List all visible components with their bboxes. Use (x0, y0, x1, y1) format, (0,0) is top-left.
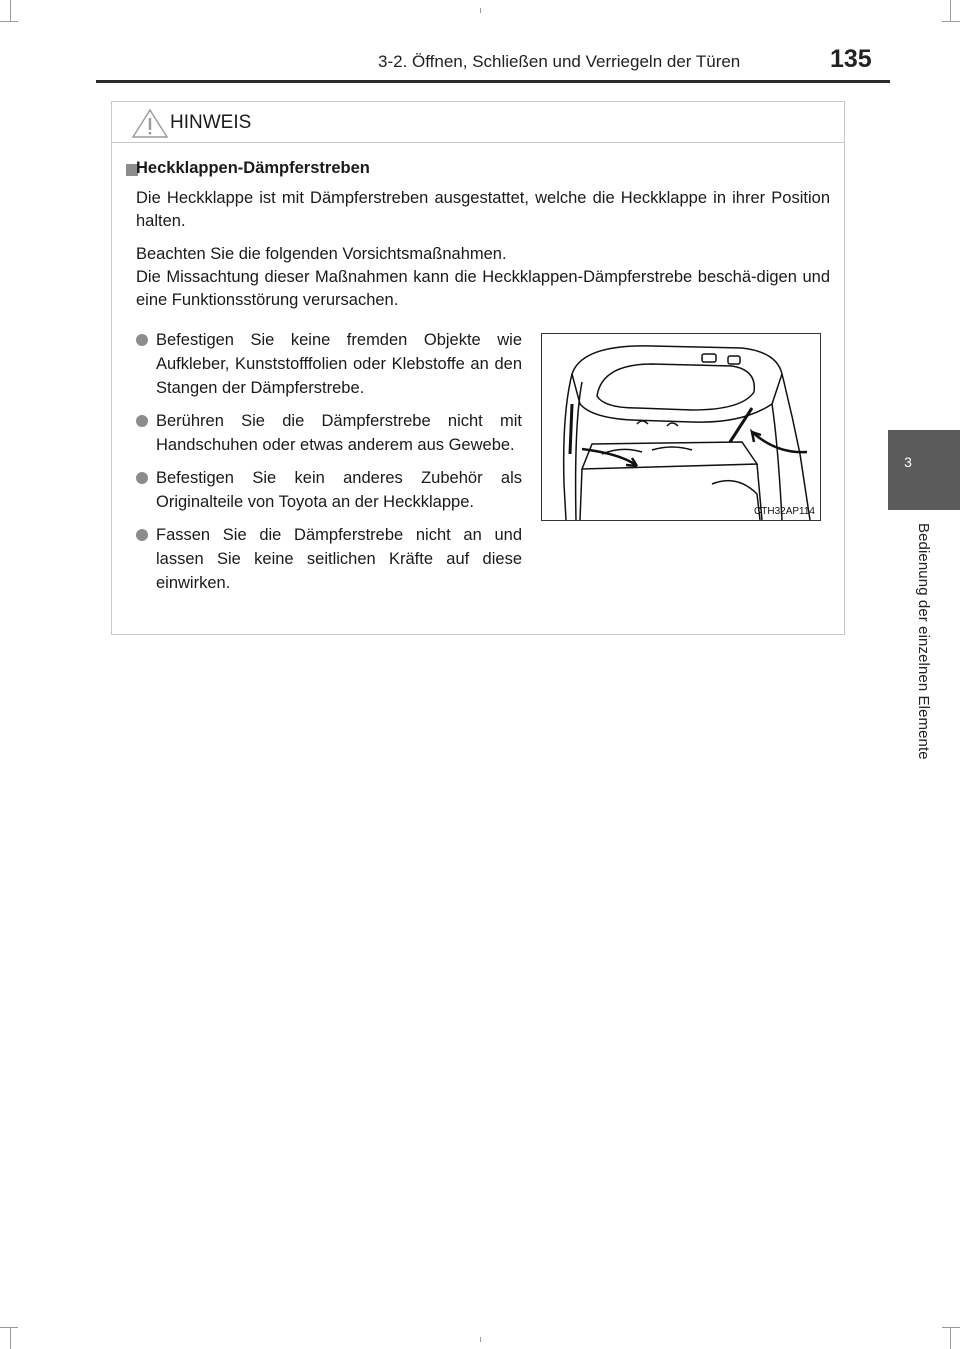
list-item-text: Befestigen Sie kein anderes Zubehör als Originalteile von Toyota an der Heckklappe. (156, 469, 522, 511)
notice-title: HINWEIS (170, 112, 252, 133)
crop-mark (950, 1327, 951, 1349)
paragraph: Die Missachtung dieser Maßnahmen kann die Heckklappen-Dämpferstrebe beschä-digen und eine Funktionsstörung verursachen. (136, 268, 830, 309)
chapter-tab (888, 430, 960, 510)
warning-triangle-icon (131, 108, 169, 139)
crop-mark (480, 1337, 481, 1342)
crop-mark (0, 1327, 18, 1328)
bullet-list (136, 328, 522, 604)
bullet-icon (136, 334, 148, 346)
list-item (136, 328, 522, 400)
bullet-icon (136, 415, 148, 427)
list-item-text: Berühren Sie die Dämpferstrebe nicht mit Handschuhen oder etwas anderem aus Gewebe. (156, 412, 522, 454)
notice-header (112, 102, 844, 143)
tailgate-drawing (542, 334, 821, 521)
chapter-title: Bedienung der einzelnen Elemente (915, 523, 932, 760)
list-item-text: Fassen Sie die Dämpferstrebe nicht an und lassen Sie keine seitlichen Kräfte auf diese einwirken. (156, 526, 522, 592)
bullet-icon (136, 529, 148, 541)
header-divider (96, 80, 890, 83)
crop-mark (950, 0, 951, 22)
crop-mark (942, 1327, 960, 1328)
bullet-icon (136, 472, 148, 484)
section-header-title: 3-2. Öffnen, Schließen und Verriegeln der Türen (378, 52, 741, 71)
tailgate-strut-illustration (541, 333, 821, 521)
illustration-code: CTH32AP114 (754, 506, 815, 517)
paragraph: Beachten Sie die folgenden Vorsichtsmaßnahmen. (136, 245, 507, 263)
crop-mark (10, 0, 11, 22)
crop-mark (0, 21, 18, 22)
section-title: Heckklappen-Dämpferstreben (136, 159, 370, 177)
page-number: 135 (830, 45, 872, 73)
list-item-text: Befestigen Sie keine fremden Objekte wie Aufkleber, Kunststofffolien oder Klebstoffe an den Stangen der Dämpferstrebe. (156, 331, 522, 397)
list-item (136, 466, 522, 514)
list-item (136, 523, 522, 595)
crop-mark (10, 1327, 11, 1349)
paragraph: Die Heckklappe ist mit Dämpferstreben ausgestattet, welche die Heckklappe in ihrer Position halten. (136, 189, 830, 230)
crop-mark (942, 21, 960, 22)
chapter-number: 3 (904, 454, 912, 470)
list-item (136, 409, 522, 457)
crop-mark (480, 8, 481, 13)
